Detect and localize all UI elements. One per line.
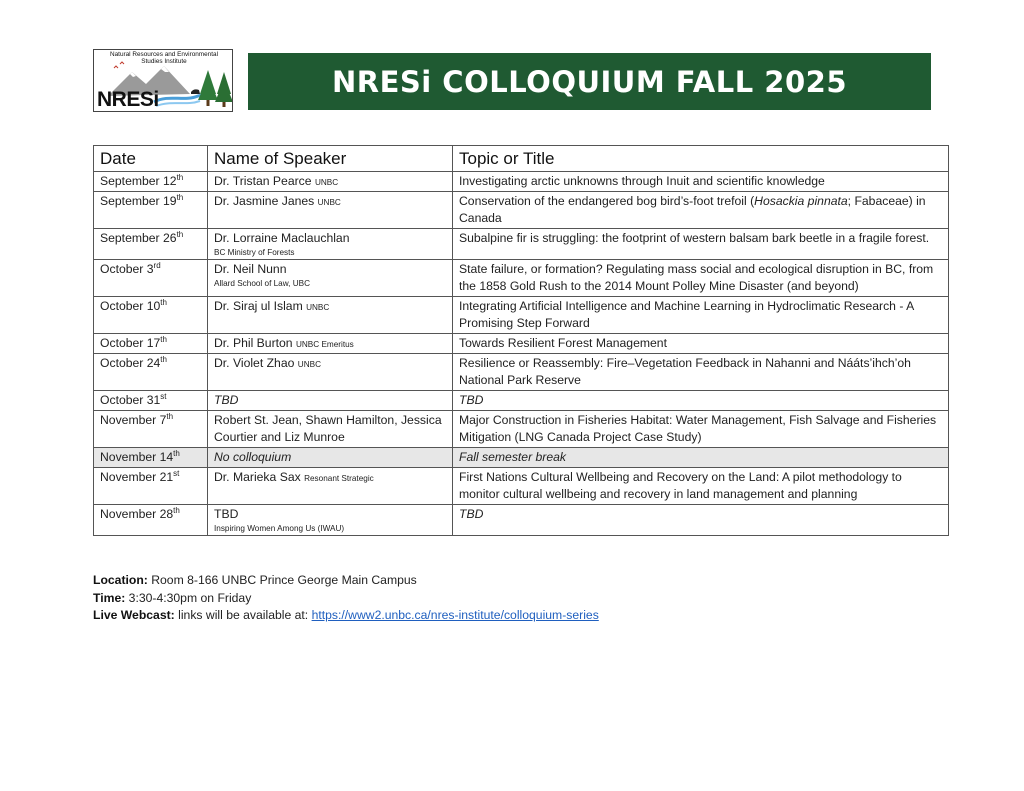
webcast-label: Live Webcast: <box>93 608 175 622</box>
topic-text: First Nations Cultural Wellbeing and Recovery on the Land: A pilot methodology to monitor cultural wellbeing and recovery in land management and planning <box>459 470 902 501</box>
row-speaker <box>208 468 453 505</box>
topic-text: State failure, or formation? Regulating mass social and ecological disruption in BC, from the 1858 Gold Rush to the 2014 Mount Polley Mine Disaster (and beyond) <box>459 262 934 293</box>
speaker-name: Dr. Violet Zhao <box>214 356 295 370</box>
date-suffix: th <box>160 354 167 364</box>
row-date <box>94 411 208 448</box>
header-topic: Topic or Title <box>453 146 949 172</box>
row-topic <box>453 354 949 391</box>
table-row <box>94 260 949 297</box>
date-text: November 7 <box>100 413 167 427</box>
row-date <box>94 354 208 391</box>
date-suffix: th <box>173 505 180 515</box>
row-topic <box>453 468 949 505</box>
date-text: September 12 <box>100 174 177 188</box>
row-speaker <box>208 260 453 297</box>
date-suffix: rd <box>153 260 161 270</box>
date-suffix: th <box>160 297 167 307</box>
speaker-affiliation: Inspiring Women Among Us (IWAU) <box>214 524 345 533</box>
topic-text: Subalpine fir is struggling: the footprint of western balsam bark beetle in a fragile forest. <box>459 231 930 245</box>
row-topic <box>453 505 949 536</box>
date-text: October 17 <box>100 336 161 350</box>
date-suffix: th <box>166 411 174 421</box>
topic-text: Hosackia pinnata <box>754 194 848 208</box>
table-row <box>94 172 949 192</box>
row-date <box>94 505 208 536</box>
date-text: October 3 <box>100 262 154 276</box>
date-text: October 31 <box>100 393 161 407</box>
table-row <box>94 229 949 260</box>
speaker-name: Robert St. Jean, Shawn Hamilton, Jessica Courtier and Liz Munroe <box>214 413 442 444</box>
topic-text: Towards Resilient Forest Management <box>459 336 667 350</box>
row-speaker <box>208 411 453 448</box>
table-row <box>94 468 949 505</box>
row-speaker <box>208 229 453 260</box>
date-suffix: th <box>176 192 184 202</box>
row-topic <box>453 391 949 411</box>
speaker-affiliation: BC Ministry of Forests <box>214 248 295 257</box>
webcast-link[interactable]: https://www2.unbc.ca/nres-institute/colloquium-series <box>311 608 599 622</box>
topic-text: ; Fabaceae) in Canada <box>459 194 926 225</box>
speaker-name: Dr. Phil Burton <box>214 336 293 350</box>
row-date <box>94 391 208 411</box>
table-row <box>94 391 949 411</box>
date-suffix: th <box>160 334 167 344</box>
row-date <box>94 468 208 505</box>
table-row <box>94 334 949 354</box>
time-value: 3:30-4:30pm on Friday <box>125 590 252 605</box>
date-suffix: st <box>173 468 180 478</box>
speaker-name: TBD <box>214 507 239 521</box>
speaker-affiliation: UNBC <box>306 303 330 312</box>
row-date <box>94 448 208 468</box>
date-suffix: th <box>176 172 184 182</box>
table-row <box>94 505 949 536</box>
table-row <box>94 297 949 334</box>
table-row <box>94 354 949 391</box>
speaker-name: Dr. Jasmine Janes <box>214 194 315 208</box>
date-text: September 19 <box>100 194 177 208</box>
row-topic <box>453 297 949 334</box>
header-speaker: Name of Speaker <box>208 146 453 172</box>
date-text: October 24 <box>100 356 161 370</box>
topic-text: Integrating Artificial Intelligence and Machine Learning in Hydroclimatic Research - A Promising Step Forward <box>459 299 914 330</box>
speaker-affiliation: Resonant Strategic <box>304 474 374 483</box>
speaker-affiliation: UNBC <box>314 178 339 187</box>
date-text: October 10 <box>100 299 161 313</box>
topic-text: Major Construction in Fisheries Habitat: Water Management, Fish Salvage and Fisheries Mitigation (LNG Canada Project Case Study) <box>459 413 937 444</box>
row-topic <box>453 448 949 468</box>
date-suffix: st <box>160 391 167 401</box>
header-date: Date <box>94 146 208 172</box>
webcast-value: links will be available at: <box>174 608 312 622</box>
logo-wordmark: NRESi <box>97 88 159 111</box>
table-row <box>94 411 949 448</box>
nresi-logo <box>93 49 233 112</box>
time-line <box>93 590 599 608</box>
topic-text: TBD <box>459 507 484 521</box>
row-speaker <box>208 505 453 536</box>
speaker-affiliation: UNBC <box>317 198 341 207</box>
page-title: NRESi COLLOQUIUM FALL 2025 <box>331 64 848 99</box>
topic-text: Fall semester break <box>459 450 567 464</box>
date-text: November 14 <box>100 450 174 464</box>
location-value: Room 8-166 UNBC Prince George Main Campus <box>147 573 417 587</box>
topic-text: TBD <box>459 393 484 407</box>
speaker-name: Dr. Neil Nunn <box>214 262 287 276</box>
speaker-name: Dr. Lorraine Maclauchlan <box>214 231 350 245</box>
row-topic <box>453 411 949 448</box>
row-topic <box>453 260 949 297</box>
row-speaker <box>208 297 453 334</box>
logo-institute-name: Natural Resources and Environmental Studies Institute <box>110 51 218 66</box>
row-date <box>94 334 208 354</box>
row-speaker <box>208 448 453 468</box>
row-speaker <box>208 354 453 391</box>
topic-text: Investigating arctic unknowns through Inuit and scientific knowledge <box>459 174 825 188</box>
table-row <box>94 192 949 229</box>
speaker-affiliation: UNBC Emeritus <box>295 340 354 349</box>
date-suffix: th <box>173 448 180 458</box>
location-line <box>93 572 599 590</box>
table-header-row <box>94 146 949 172</box>
row-speaker <box>208 172 453 192</box>
topic-text: Conservation of the endangered bog bird’s-foot trefoil ( <box>459 194 755 208</box>
speaker-name: No colloquium <box>214 450 292 464</box>
date-text: November 28 <box>100 507 174 521</box>
date-text: November 21 <box>100 470 174 484</box>
webcast-line <box>93 607 599 625</box>
event-details <box>93 572 599 625</box>
speaker-name: Dr. Marieka Sax <box>214 470 301 484</box>
title-banner <box>248 53 931 110</box>
time-label: Time: <box>93 590 126 605</box>
row-date <box>94 192 208 229</box>
colloquium-schedule-table <box>93 145 949 536</box>
row-topic <box>453 229 949 260</box>
row-speaker <box>208 391 453 411</box>
location-label: Location: <box>93 573 148 587</box>
date-suffix: th <box>176 229 184 239</box>
speaker-affiliation: Allard School of Law, UBC <box>214 279 311 288</box>
date-text: September 26 <box>100 231 177 245</box>
row-topic <box>453 172 949 192</box>
row-topic <box>453 334 949 354</box>
row-date <box>94 229 208 260</box>
topic-text: Resilience or Reassembly: Fire–Vegetation Feedback in Nahanni and Nááts’ihch’oh National Park Reserve <box>459 356 911 387</box>
row-date <box>94 297 208 334</box>
speaker-affiliation: UNBC <box>297 360 321 369</box>
row-speaker <box>208 334 453 354</box>
row-speaker <box>208 192 453 229</box>
speaker-name: Dr. Tristan Pearce <box>214 174 312 188</box>
speaker-name: TBD <box>214 393 239 407</box>
table-row <box>94 448 949 468</box>
row-topic <box>453 192 949 229</box>
speaker-name: Dr. Siraj ul Islam <box>214 299 303 313</box>
row-date <box>94 172 208 192</box>
row-date <box>94 260 208 297</box>
